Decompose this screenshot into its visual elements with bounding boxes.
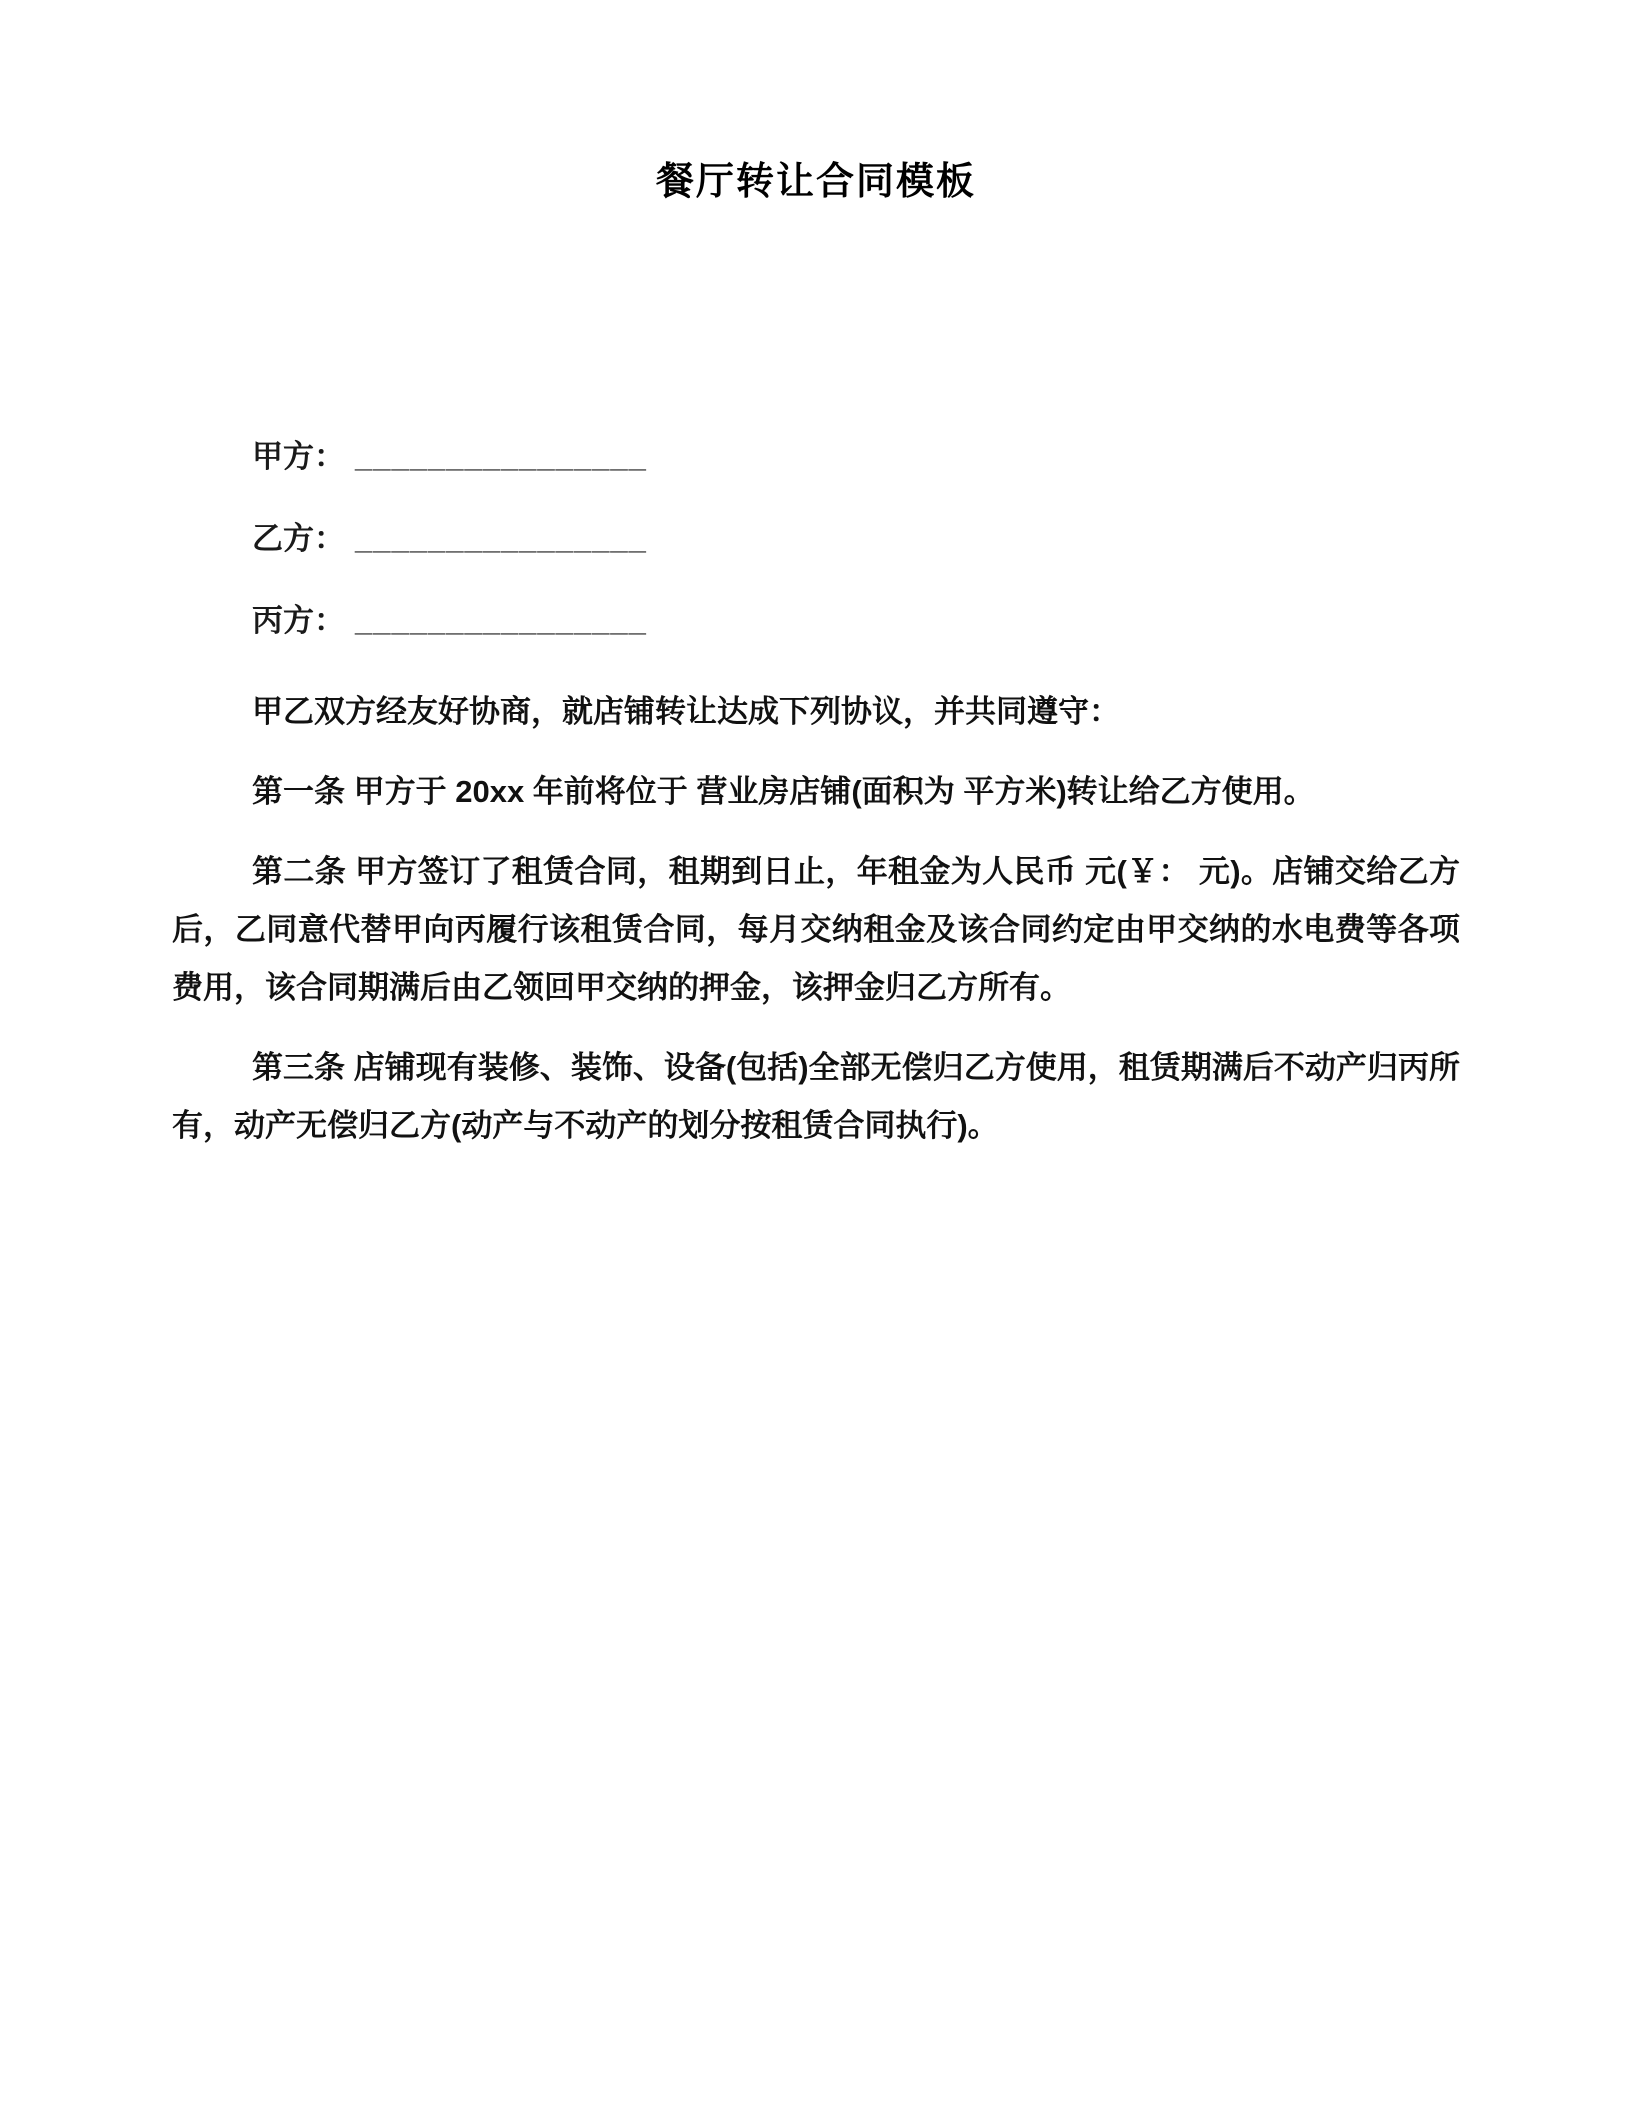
document-title: 餐厅转让合同模板 [655, 161, 976, 203]
paragraph-article-1: 第一条 甲方于 20xx 年前将位于 营业房店铺(面积为 平方米)转让给乙方使用。 [252, 774, 1315, 809]
party-blank-bingfang: ________________ [355, 603, 647, 638]
party-label-jiafang: 甲方： [252, 439, 345, 474]
party-blank-jiafang: ________________ [355, 439, 647, 474]
paragraph-preamble: 甲乙双方经友好协商，就店铺转让达成下列协议，并共同遵守： [252, 694, 1120, 729]
paragraph-article-2: 第二条 甲方签订了租赁合同，租期到日止，年租金为人民币 元(￥： 元)。店铺交给乙方后，乙同意代替甲向丙履行该租赁合同，每月交纳租金及该合同约定由甲交纳的水电费等各项费用，该合同期满后由乙领回甲交纳的押金，该押金归乙方所有。 [172, 854, 1460, 1005]
party-label-yifang: 乙方： [252, 521, 345, 556]
party-label-bingfang: 丙方： [252, 603, 345, 638]
paragraph-article-3: 第三条 店铺现有装修、装饰、设备(包括)全部无偿归乙方使用，租赁期满后不动产归丙所有，动产无偿归乙方(动产与不动产的划分按租赁合同执行)。 [172, 1050, 1460, 1143]
party-line-bingfang [172, 601, 1460, 641]
party-block [172, 437, 1460, 641]
party-line-jiafang [172, 437, 1460, 477]
party-line-yifang [172, 519, 1460, 559]
party-blank-yifang: ________________ [355, 521, 647, 556]
